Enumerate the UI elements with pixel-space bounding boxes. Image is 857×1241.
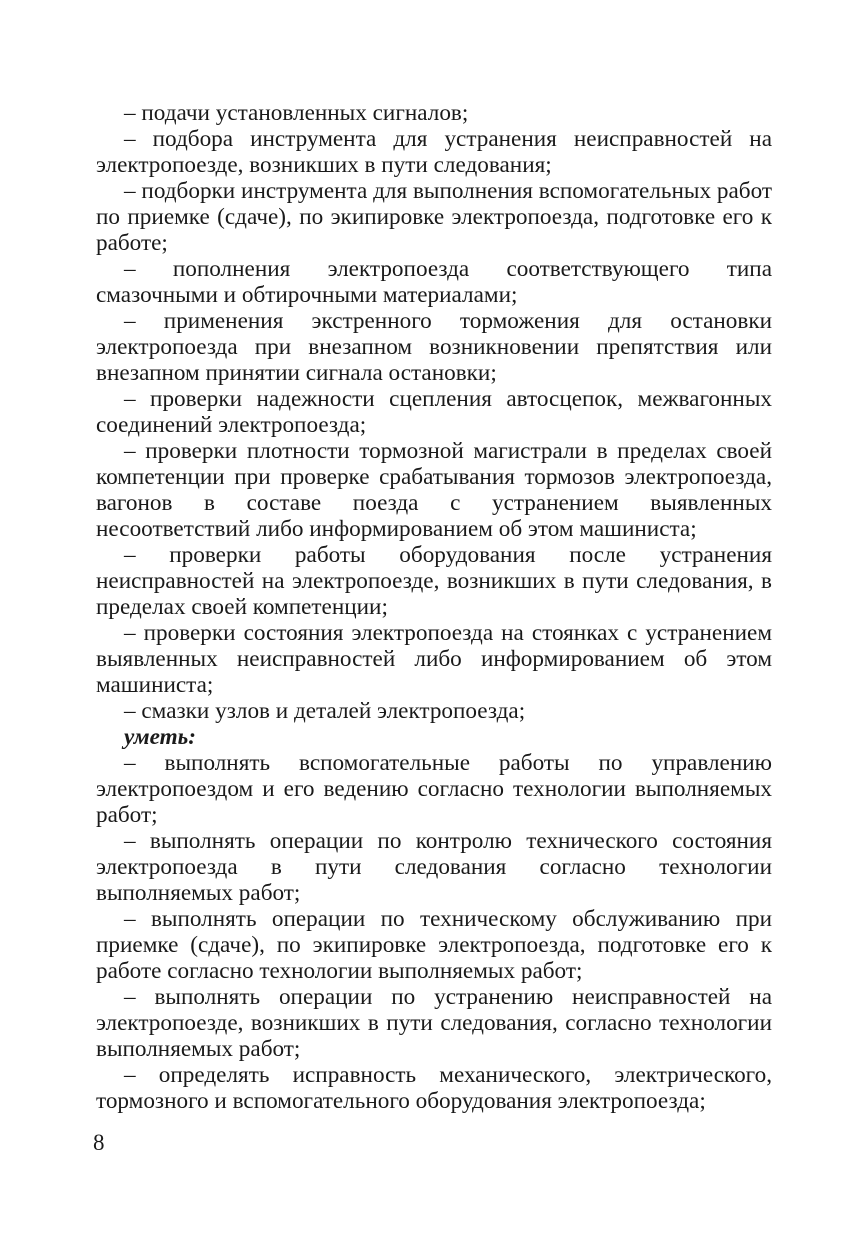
- list-item: – выполнять вспомогательные работы по управлению электропоездом и его ведению согласно технологии выполняемых работ;: [96, 750, 772, 828]
- list-item: – проверки состояния электропоезда на стоянках с устранением выявленных неисправностей либо информированием об этом машиниста;: [96, 620, 772, 698]
- list-item: – проверки работы оборудования после устранения неисправностей на электропоезде, возникших в пути следования, в пределах своей компетенции;: [96, 542, 772, 620]
- page-number: 8: [93, 1130, 105, 1155]
- list-item: – выполнять операции по контролю технического состояния электропоезда в пути следования согласно технологии выполняемых работ;: [96, 828, 772, 906]
- list-item: – проверки надежности сцепления автосцепок, межвагонных соединений электропоезда;: [96, 386, 772, 438]
- list-item: – подачи установленных сигналов;: [124, 100, 469, 126]
- list-item: – проверки плотности тормозной магистрали в пределах своей компетенции при проверке срабатывания тормозов электропоезда, вагонов в составе поезда с устранением выявленных несоответствий либо информированием об этом машиниста;: [96, 438, 772, 542]
- list-item: – смазки узлов и деталей электропоезда;: [124, 698, 526, 724]
- list-item: – подборки инструмента для выполнения вспомогательных работ по приемке (сдаче), по экипировке электропоезда, подготовке его к работе;: [96, 178, 772, 256]
- list-item: – определять исправность механического, электрического, тормозного и вспомогательного оборудования электропоезда;: [96, 1062, 772, 1114]
- list-item: – применения экстренного торможения для остановки электропоезда при внезапном возникновении препятствия или внезапном принятии сигнала остановки;: [96, 308, 772, 386]
- list-item: – выполнять операции по устранению неисправностей на электропоезде, возникших в пути следования, согласно технологии выполняемых работ;: [96, 984, 772, 1062]
- page-body: [96, 100, 772, 1114]
- list-item: – подбора инструмента для устранения неисправностей на электропоезде, возникших в пути следования;: [96, 126, 772, 178]
- section-heading: уметь:: [124, 724, 196, 750]
- list-item: – пополнения электропоезда соответствующего типа смазочными и обтирочными материалами;: [96, 256, 772, 308]
- list-item: – выполнять операции по техническому обслуживанию при приемке (сдаче), по экипировке электропоезда, подготовке его к работе согласно технологии выполняемых работ;: [96, 906, 772, 984]
